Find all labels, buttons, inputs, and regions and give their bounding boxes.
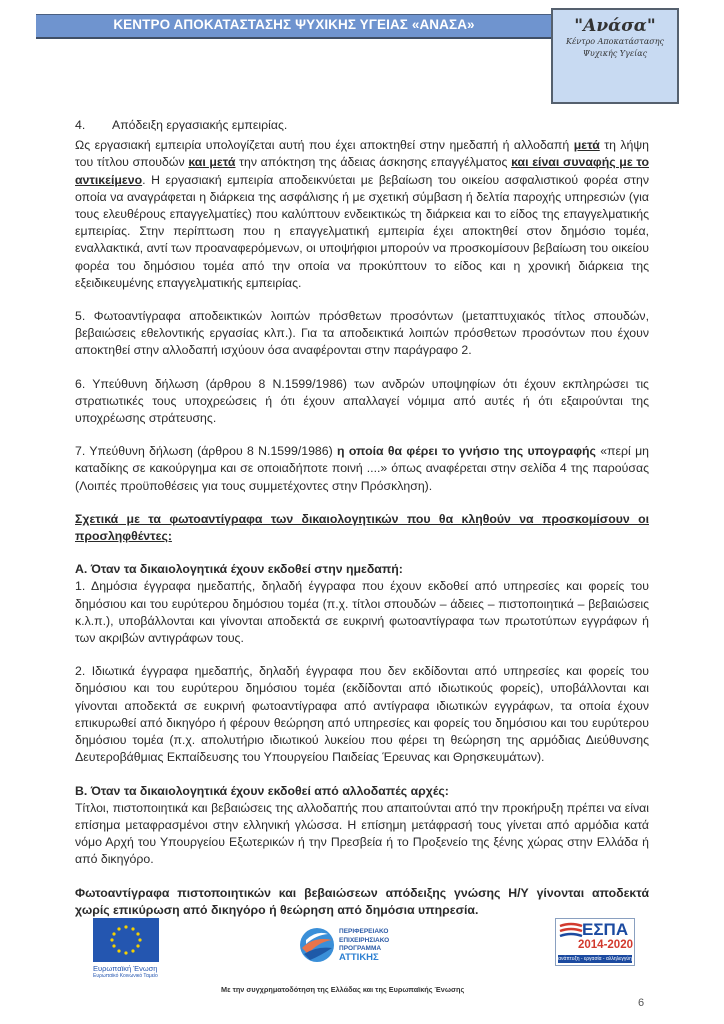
pep-line: ΕΠΙΧΕΙΡΗΣΙΑΚΟ bbox=[339, 936, 390, 944]
text-run: «περί μη καταδίκης σε κακούργημα και σε οποιαδήποτε ποινή ....» όπως αναφέρεται στην σελίδα 4 της παρούσας (Λοιπές προϋποθέσεις για τους συμμετέχοντες στην Πρόσκληση). bbox=[75, 444, 649, 493]
eu-logo bbox=[93, 918, 159, 979]
footer-logos bbox=[0, 918, 724, 978]
espa-strip: ανάπτυξη - εργασία - αλληλεγγύη bbox=[558, 956, 632, 962]
section-4-heading bbox=[75, 117, 649, 134]
espa-logo bbox=[555, 918, 635, 966]
text-run: Ως εργασιακή εμπειρία υπολογίζεται αυτή που έχει αποκτηθεί στην ημεδαπή ή αλλοδαπή bbox=[75, 138, 574, 153]
logo-line2: Ψυχικής Υγείας bbox=[582, 49, 648, 58]
section-7-paragraph bbox=[75, 443, 649, 495]
espa-title: ΕΣΠΑ bbox=[582, 920, 629, 939]
espa-years: 2014-2020 bbox=[578, 939, 633, 951]
header-bar bbox=[36, 14, 552, 39]
text-run: 7. Υπεύθυνη δήλωση (άρθρου 8 Ν.1599/1986) bbox=[75, 444, 338, 459]
document-body bbox=[75, 117, 649, 935]
section-4-number: 4. bbox=[75, 118, 86, 132]
pep-attica-logo bbox=[298, 926, 418, 966]
part-a-item-1: 1. Δημόσια έγγραφα ημεδαπής, δηλαδή έγγραφα που έχουν εκδοθεί από υπηρεσίες και φορείς του δημόσιου και του ευρύτερου δημόσιου τομέα (π.χ. τίτλοι σπουδών – άδειες – πιστοποιητικά – βεβαιώσεις κ.λ.π.), υποβάλλονται και γίνονται αποδεκτά σε ευκρινή φωτοαντίγραφα των πρωτοτύπων εγγράφων ή των ακριβών αντιγράφων τους. bbox=[75, 579, 649, 646]
eu-subcaption: Ευρωπαϊκό Κοινωνικό Ταμείο bbox=[93, 973, 158, 979]
section-4-paragraph bbox=[75, 137, 649, 292]
final-note: Φωτοαντίγραφα πιστοποιητικών και βεβαιώσεων απόδειξης γνώσης Η/Υ γίνονται αποδεκτά χωρίς επικύρωση από δικηγόρο ή θεώρηση από δημόσια υπηρεσία. bbox=[75, 885, 649, 917]
pep-line: ΠΕΡΙΦΕΡΕΙΑΚΟ bbox=[339, 928, 389, 935]
emphasis-and-after: και μετά bbox=[188, 155, 236, 170]
section-6-paragraph: 6. Υπεύθυνη δήλωση (άρθρου 8 Ν.1599/1986) των ανδρών υποψηφίων ότι έχουν εκπληρώσει τις στρατιωτικές τους υποχρεώσεις ή ότι έχουν απαλλαγεί νόμιμα από αυτές ή ότι εξαιρούνται της υποχρέωσης στράτευσης. bbox=[75, 376, 649, 426]
emphasis-relevant: και είναι συναφής με το αντικείμενο bbox=[75, 155, 649, 187]
section-5-paragraph: 5. Φωτοαντίγραφα αποδεικτικών λοιπών πρόσθετων προσόντων (μεταπτυχιακός τίτλος σπουδών, βεβαιώσεις εθελοντικής εργασίας κλπ.). Για τα αποδεικτικά λοιπών πρόσθετων προσόντων που έχουν αποκτηθεί στην αλλοδαπή ισχύουν όσα αναφέρονται στην παράγραφο 2. bbox=[75, 309, 649, 358]
copies-heading: Σχετικά με τα φωτοαντίγραφα των δικαιολογητικών που θα κληθούν να προσκομίσουν οι προσληφθέντες: bbox=[75, 511, 649, 544]
pep-region: ΑΤΤΙΚΗΣ bbox=[339, 951, 379, 963]
text-run: την απόκτηση της άδειας άσκησης επαγγέλματος bbox=[235, 155, 512, 170]
eu-flag-icon bbox=[93, 918, 159, 962]
text-run: . Η εργασιακή εμπειρία αποδεικνύεται με βεβαίωση του οικείου ασφαλιστικού φορέα στην οποία να αναγράφεται η διάρκεια της ασφάλισης ή με σχετική σύμβαση ή δελτία παροχής υπηρεσιών (για τους ελευθέρους επαγγελματίες) που καλύπτουν ενδεικτικώς τη διάρκεια και το είδος της επαγγελματικής εμπειρίας. Στην περίπτωση που η επαγγελματική εμπειρία έχει αποκτηθεί στον δημόσιο τομέα, εναλλακτικά, αντί των προαναφερόμενων, οι υποψήφιοι μπορούν να προσκομίσουν βεβαίωση του οικείου φορέα του δημόσιου τομέα από την οποία να προκύπτουν το είδος και η χρονική διάρκεια της εξειδικευμένης επαγγελματικής εμπειρίας. bbox=[75, 172, 649, 290]
pep-line: ΠΡΟΓΡΑΜΜΑ bbox=[339, 945, 382, 952]
section-4-title: Απόδειξη εργασιακής εμπειρίας. bbox=[112, 118, 288, 132]
eu-caption: Ευρωπαϊκή Ένωση bbox=[93, 964, 158, 973]
logo-name: "Ανάσα" bbox=[574, 16, 656, 36]
emphasis-after: μετά bbox=[573, 138, 600, 153]
logo-line1: Κέντρο Αποκατάστασης bbox=[566, 37, 664, 46]
header-title: ΚΕΝΤΡΟ ΑΠΟΚΑΤΑΣΤΑΣΗΣ ΨΥΧΙΚΗΣ ΥΓΕΙΑΣ «ΑΝΑΣΑ» bbox=[113, 17, 475, 32]
pep-swirl-icon bbox=[298, 926, 336, 964]
part-a-item-2: 2. Ιδιωτικά έγγραφα ημεδαπής, δηλαδή έγγραφα που δεν εκδίδονται από υπηρεσίες και φορείς του δημόσιου και του ευρύτερου δημόσιου τομέα (εκδίδονται από ιδιωτικούς φορείς), υποβάλλονται και γίνονται αποδεκτά σε ευκρινή φωτοαντίγραφα από αντίγραφα ιδιωτικών εγγράφων, τα οποία έχουν επικυρωθεί από δικηγόρο ή φέρουν θεώρηση από υπηρεσίες και φορείς του δημόσιου και του ευρύτερου δημόσιου τομέα (π.χ. απολυτήριο ιδιωτικού λυκείου που φέρει τη θεώρηση της αρμόδιας Διεύθυνσης Δευτεροβάθμιας Εκπαίδευσης του Υπουργείου Παιδείας Έρευνας και Θρησκευμάτων). bbox=[75, 664, 649, 765]
anasa-logo-box bbox=[551, 8, 679, 104]
page-number: 6 bbox=[638, 997, 645, 1009]
pep-text bbox=[339, 928, 389, 962]
text-run: τη λήψη του τίτλου σπουδών bbox=[75, 138, 649, 170]
part-b-text: Τίτλοι, πιστοποιητικά και βεβαιώσεις της αλλοδαπής που απαιτούνται από την προκήρυξη πρέπει να είναι επίσημα μεταφρασμένοι στην ελληνική γλώσσα. Η επίσημη μετάφρασή τους γίνεται από αρμόδια κατά νόμο Αρχή του Υπουργείου Εξωτερικών ή την Πρεσβεία ή το Προξενείο της ξένης χώρας στην Ελλάδα ή από δικηγόρο. bbox=[75, 800, 649, 867]
emphasis-signature: η οποία θα φέρει το γνήσιο της υπογραφής bbox=[337, 444, 596, 459]
part-a-heading: Α. Όταν τα δικαιολογητικά έχουν εκδοθεί στην ημεδαπή: bbox=[75, 562, 403, 577]
cofunding-note: Με την συγχρηματοδότηση της Ελλάδας και της Ευρωπαϊκής Ένωσης bbox=[221, 985, 465, 994]
part-b-heading: Β. Όταν τα δικαιολογητικά έχουν εκδοθεί από αλλοδαπές αρχές: bbox=[75, 783, 449, 798]
